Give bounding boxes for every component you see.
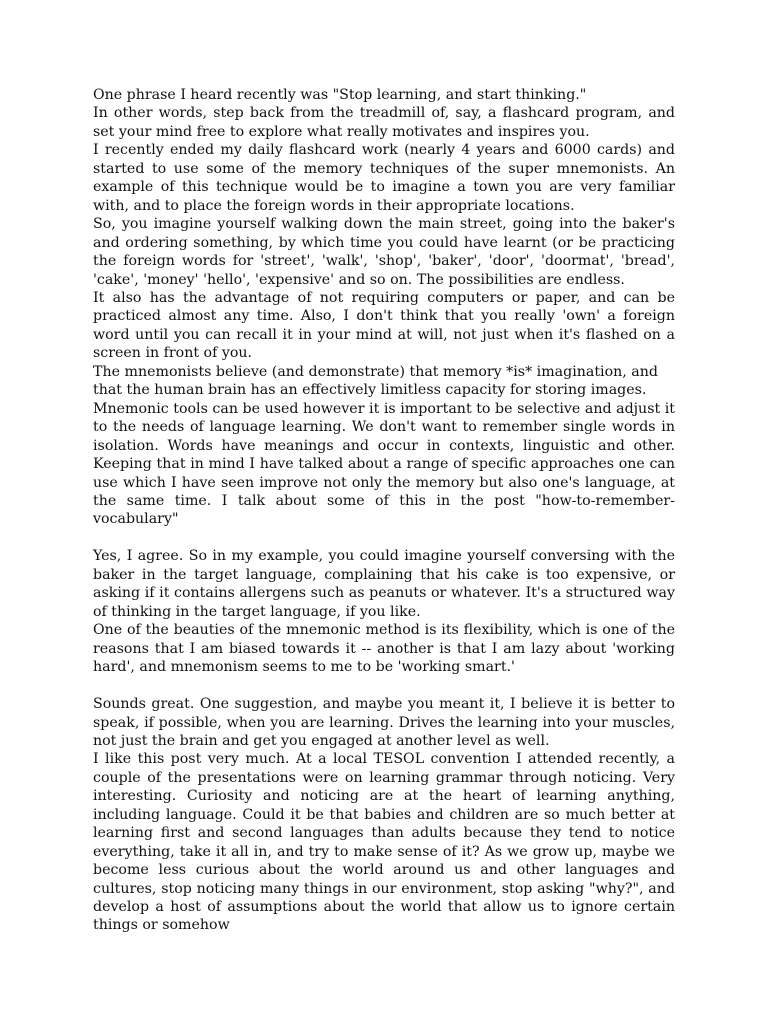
paragraph-stop-learning: One phrase I heard recently was "Stop learning, and start thinking."	[93, 87, 587, 103]
paragraph-main-street: So, you imagine yourself walking down the main street, going into the baker's and ordering something, by which time you could have learnt (or be practicing the foreign words for 'street', 'walk', 'shop', 'baker', 'door', 'doormat', 'bread', 'cake', 'money' 'hello', 'expensive' and so on. The possibilities are endless.	[93, 216, 675, 288]
paragraph-gap	[93, 529, 675, 548]
paragraph-treadmill: In other words, step back from the treadmill of, say, a flashcard program, and set your mind free to explore what really motivates and inspires you.	[93, 105, 675, 140]
paragraph-flashcard-work: I recently ended my daily flashcard work (nearly 4 years and 6000 cards) and started to use some of the memory techniques of the super mnemonists. An example of this technique would be to imagine a town you are very familiar with, and to place the foreign words in their appropriate locations.	[93, 142, 675, 214]
paragraph-tesol: I like this post very much. At a local TESOL convention I attended recently, a couple of the presentations were on learning grammar through noticing. Very interesting. Curiosity and noticing are at the heart of learning anything, including language. Could it be that babies and children are so much better at learning first and second languages than adults because they tend to notice everything, take it all in, and try to make sense of it? As we grow up, maybe we become less curious about the world around us and other languages and cultures, stop noticing many things in our environment, stop asking "why?", and develop a host of assumptions about the world that allow us to ignore certain things or somehow	[93, 751, 675, 934]
paragraph-mnemonists-believe: The mnemonists believe (and demonstrate) that memory *is* imagination, and that the human brain has an effectively limitless capacity for storing images.	[93, 363, 658, 399]
paragraph-mnemonic-tools: Mnemonic tools can be used however it is important to be selective and adjust it to the needs of language learning. We don't want to remember single words in isolation. Words have meanings and occur in contexts, linguistic and other. Keeping that in mind I have talked about a range of specific approaches one can use which I have seen improve not only the memory but also one's language, at the same time. I talk about some of this in the post "how-to-remember-vocabulary"	[93, 400, 675, 528]
document-page	[93, 86, 675, 935]
paragraph-yes-i-agree: Yes, I agree. So in my example, you could imagine yourself conversing with the baker in the target language, complaining that his cake is too expensive, or asking if it contains allergens such as peanuts or whatever. It's a structured way of thinking in the target language, if you like.	[93, 548, 675, 620]
paragraph-sounds-great: Sounds great. One suggestion, and maybe you meant it, I believe it is better to speak, if possible, when you are learning. Drives the learning into your muscles, not just the brain and get you engaged at another level as well.	[93, 696, 675, 749]
paragraph-gap	[93, 677, 675, 696]
paragraph-flexibility: One of the beauties of the mnemonic method is its flexibility, which is one of the reasons that I am biased towards it -- another is that I am lazy about 'working hard', and mnemonism seems to me to be 'working smart.'	[93, 622, 675, 676]
paragraph-advantage: It also has the advantage of not requiring computers or paper, and can be practiced almost any time. Also, I don't think that you really 'own' a foreign word until you can recall it in your mind at will, not just when it's flashed on a screen in front of you.	[93, 289, 675, 362]
